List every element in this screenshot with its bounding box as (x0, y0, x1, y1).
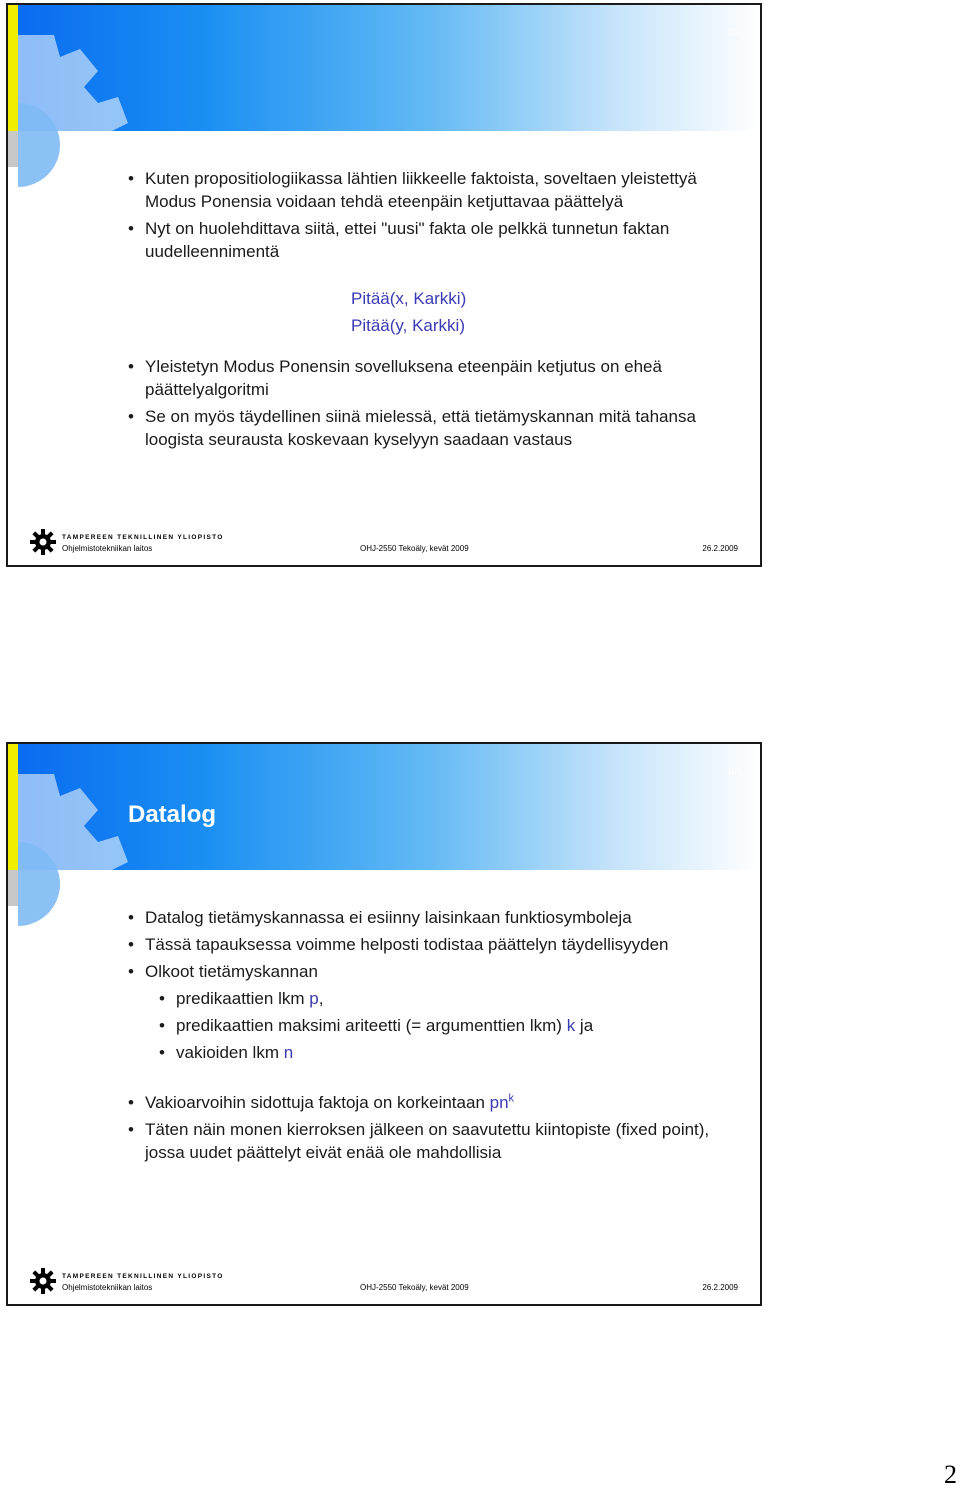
variable: p (309, 989, 319, 1008)
bullet-item: • Tässä tapauksessa voimme helposti todistaa päättelyn täydellisyyden (126, 933, 746, 956)
slide-100 (6, 3, 762, 567)
slide-number: 101 (726, 766, 742, 776)
formula-expression: $pn^k$ (489, 1092, 515, 1112)
bullet-item: • Olkoot tietämyskannan (126, 960, 746, 983)
slide-title: Datalog (128, 801, 217, 828)
bullet-item: • Yleistetyn Modus Ponensin sovelluksena eteenpäin ketjutus on eheä päättelyalgoritmi (126, 355, 746, 401)
footer-course: OHJ-2550 Tekoäly, kevät 2009 (360, 544, 469, 553)
gear-logo-icon (30, 529, 56, 555)
page-number: 2 (944, 1460, 957, 1489)
bullet-item: • Se on myös täydellinen siinä mielessä, että tietämyskannan mitä tahansa loogista seurausta koskevaan kyselyyn saadaan vastaus (126, 405, 746, 451)
footer-course: OHJ-2550 Tekoäly, kevät 2009 (360, 1283, 469, 1292)
slide-content (126, 167, 746, 455)
grey-sidebar-bar (8, 870, 18, 906)
grey-sidebar-bar (8, 131, 18, 167)
footer-university: TAMPEREEN TEKNILLINEN YLIOPISTO (62, 1273, 224, 1280)
yellow-sidebar-bar (8, 744, 18, 870)
footer-date: 26.2.2009 (702, 1283, 738, 1292)
bullet-item: • Täten näin monen kierroksen jälkeen on saavutettu kiintopiste (fixed point), jossa uudet päättelyt eivät enää ole mahdollisia (126, 1118, 746, 1164)
sub-bullet-item: • predikaattien maksimi ariteetti (= argumenttien lkm) k ja (157, 1014, 746, 1037)
gear-icon (18, 766, 138, 976)
slide-number: 100 (726, 27, 742, 37)
formula-line: Pitää(y, Karkki) (351, 316, 465, 335)
slide-content (126, 906, 746, 1168)
variable: k (566, 1016, 576, 1035)
footer-department: Ohjelmistotekniikan laitos (62, 1283, 153, 1292)
gear-logo-icon (30, 1268, 56, 1294)
bullet-item: • Kuten propositiologiikassa lähtien liikkeelle faktoista, soveltaen yleistettyä Modus Ponensia voidaan tehdä eteenpäin ketjuttavaa päättelyä (126, 167, 746, 213)
sub-bullet-item: • vakioiden lkm n (157, 1041, 746, 1064)
sub-bullet-item: • predikaattien lkm p, (157, 987, 746, 1010)
footer-university: TAMPEREEN TEKNILLINEN YLIOPISTO (62, 534, 224, 541)
bullet-item: • Datalog tietämyskannassa ei esiinny laisinkaan funktiosymboleja (126, 906, 746, 929)
gear-icon (18, 27, 138, 237)
slide-101 (6, 742, 762, 1306)
bullet-item: • Vakioarvoihin sidottuja faktoja on korkeintaan $pn^k$ (126, 1091, 746, 1114)
footer-department: Ohjelmistotekniikan laitos (62, 544, 153, 553)
yellow-sidebar-bar (8, 5, 18, 131)
bullet-item: • Nyt on huolehdittava siitä, ettei "uusi" fakta ole pelkkä tunnetun faktan uudelleennimentä (126, 217, 746, 263)
formula-line: Pitää(x, Karkki) (351, 289, 467, 308)
variable: n (283, 1043, 294, 1062)
slide-footer (8, 1258, 760, 1304)
slide-footer (8, 519, 760, 565)
footer-date: 26.2.2009 (702, 544, 738, 553)
